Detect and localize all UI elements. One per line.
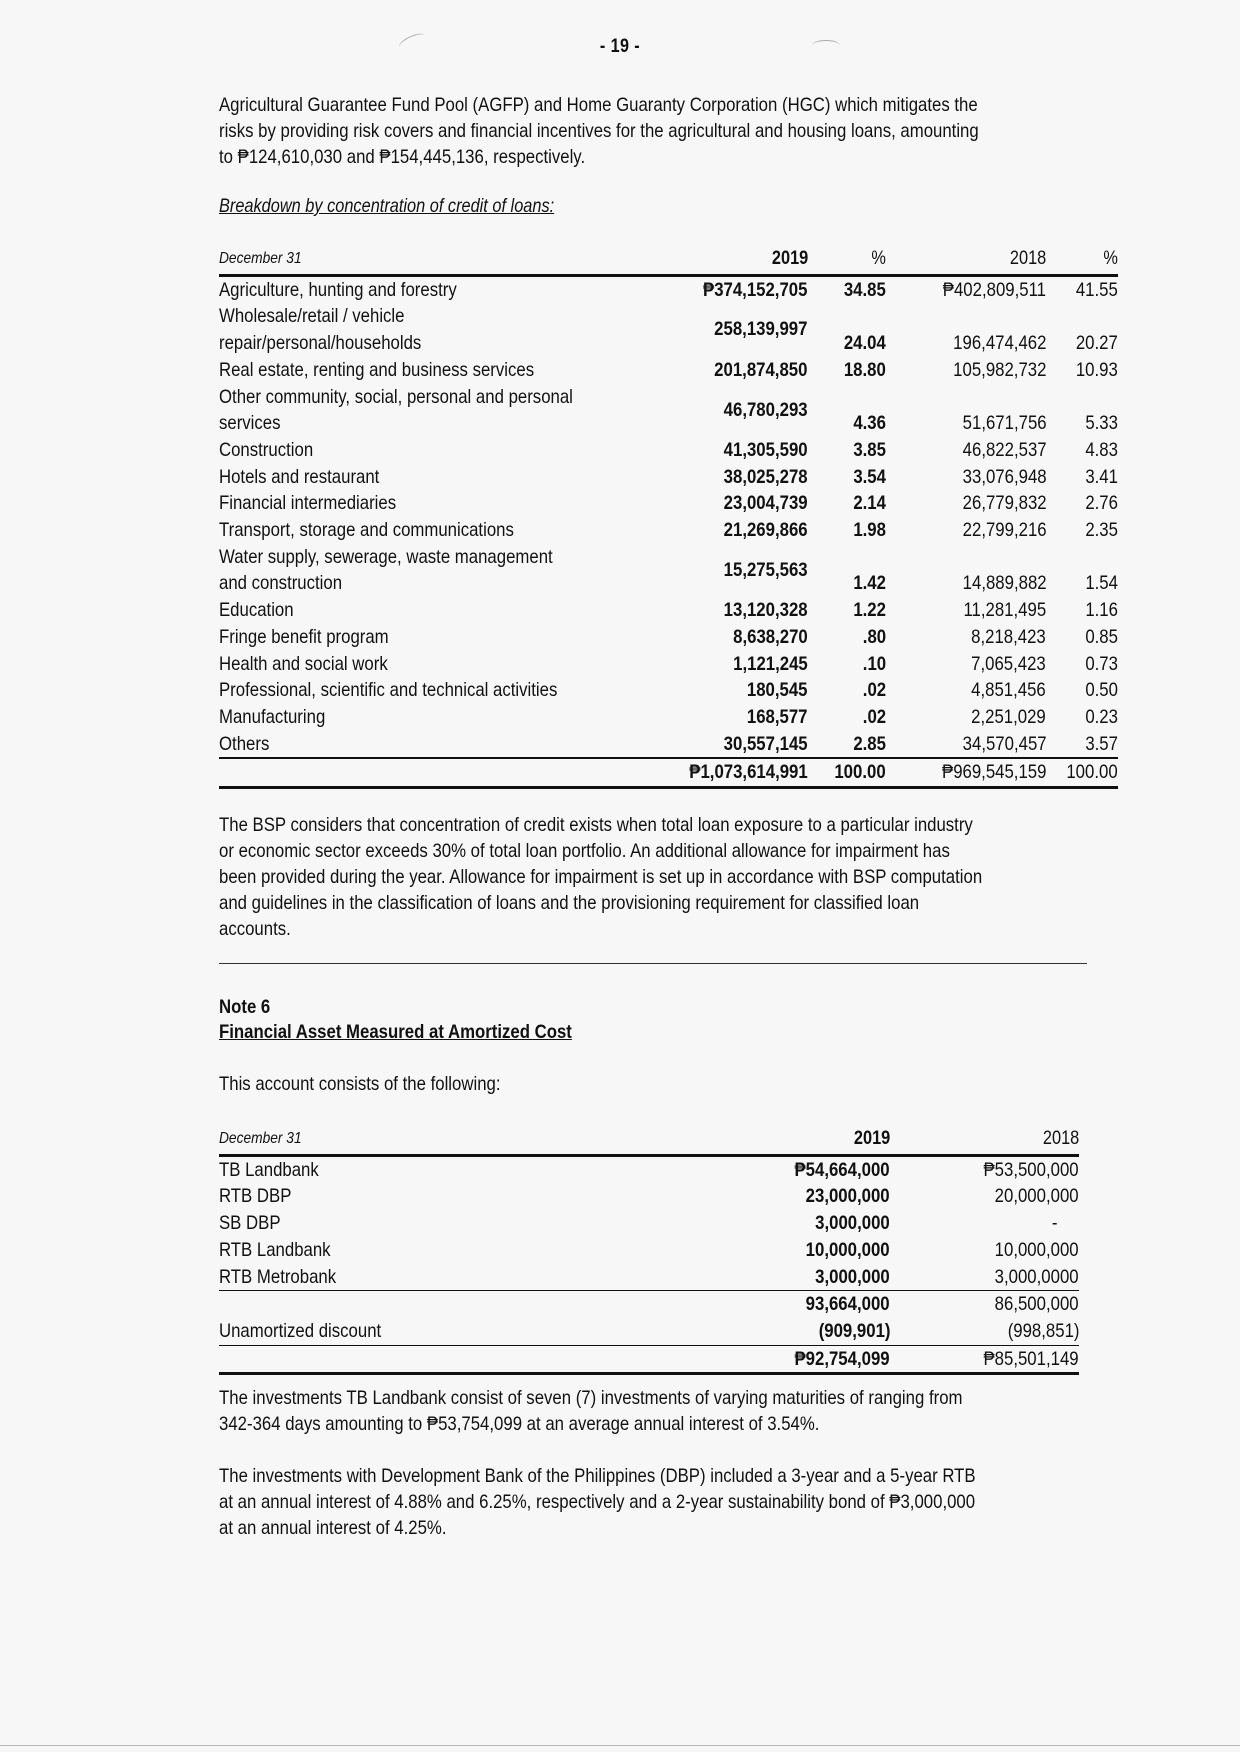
pct-2018: 41.55 bbox=[1076, 278, 1118, 301]
subtotal-2019: 93,664,000 bbox=[679, 1291, 890, 1318]
table-row bbox=[219, 303, 1118, 356]
bsp-paragraph: The BSP considers that concentration of credit exists when total loan exposure to a particular industry or economic sector exceeds 30% of total loan portfolio. An additional allowance for impairment has been provided during the year. Allowance for impairment is set up in accordance with BSP computation and guidelines in the classification of loans and the provisioning requirement for classified loan accounts. bbox=[219, 814, 983, 940]
pct-2019: .80 bbox=[862, 625, 886, 648]
loans-concentration-table bbox=[219, 246, 1118, 789]
pct-2019: .10 bbox=[862, 652, 886, 675]
pct-2019: 24.04 bbox=[843, 332, 886, 355]
amount-2018: ₱402,809,511 bbox=[942, 278, 1047, 301]
industry-label: Hotels and restaurant bbox=[219, 465, 380, 488]
header-2018: 2018 bbox=[896, 246, 1047, 275]
table-row bbox=[219, 517, 1118, 544]
amount-2019: ₱374,152,705 bbox=[703, 278, 808, 301]
pct-2018: 20.27 bbox=[1076, 332, 1118, 355]
table-row bbox=[219, 1155, 1079, 1183]
discount-2018: (998,851) bbox=[1007, 1319, 1079, 1342]
table-header-row bbox=[219, 1126, 1079, 1155]
amount-2018: 11,281,495 bbox=[963, 599, 1047, 622]
pct-2019: 18.80 bbox=[843, 358, 886, 381]
pct-2019: 1.98 bbox=[852, 519, 886, 542]
note-subtitle: Financial Asset Measured at Amortized Cost bbox=[219, 1021, 572, 1043]
pct-2019: 2.14 bbox=[852, 492, 886, 515]
grand-total-2018: ₱85,501,149 bbox=[890, 1345, 1079, 1374]
industry-label: Other community, social, personal and personal services bbox=[219, 385, 573, 435]
industry-label: Financial intermediaries bbox=[219, 492, 397, 515]
amount-2018: 34,570,457 bbox=[962, 732, 1047, 755]
subtotal-2018: 86,500,000 bbox=[890, 1291, 1079, 1318]
pct-2019: 3.85 bbox=[852, 438, 886, 461]
amount-2019: 46,780,293 bbox=[723, 398, 808, 421]
pct-2019: 1.42 bbox=[852, 572, 886, 595]
amortized-cost-table bbox=[219, 1126, 1079, 1375]
amount-2019: 201,874,850 bbox=[714, 358, 808, 381]
table-row bbox=[219, 384, 1118, 437]
table-row bbox=[219, 597, 1118, 624]
table-row bbox=[219, 1210, 1079, 1237]
account-label: SB DBP bbox=[219, 1212, 281, 1235]
pct-2019: .02 bbox=[862, 705, 886, 728]
industry-label: Others bbox=[219, 732, 270, 755]
subtotal-row bbox=[219, 1291, 1079, 1318]
industry-label: Manufacturing bbox=[219, 705, 326, 728]
header-2019: 2019 bbox=[631, 246, 808, 275]
pct-2018: 4.83 bbox=[1085, 438, 1118, 461]
header-2019: 2019 bbox=[679, 1126, 890, 1155]
header-pct-2019: % bbox=[808, 246, 896, 275]
industry-label: Construction bbox=[219, 438, 314, 461]
pct-2019: .02 bbox=[862, 679, 886, 702]
table-row bbox=[219, 651, 1118, 678]
note-intro: This account consists of the following: bbox=[219, 1073, 501, 1095]
amount-2019: 15,275,563 bbox=[723, 558, 808, 581]
amount-2018: 105,982,732 bbox=[952, 358, 1047, 381]
amount-2018: 10,000,000 bbox=[995, 1238, 1079, 1261]
amount-2019: ₱54,664,000 bbox=[794, 1158, 890, 1181]
amount-2018: ₱53,500,000 bbox=[983, 1158, 1079, 1181]
industry-label: Education bbox=[219, 599, 294, 622]
table-row bbox=[219, 1183, 1079, 1210]
amount-2019: 1,121,245 bbox=[733, 652, 808, 675]
table-row bbox=[219, 731, 1118, 759]
amount-2018: 196,474,462 bbox=[952, 332, 1047, 355]
loans-table-subtitle: Breakdown by concentration of credit of loans: bbox=[219, 196, 555, 217]
header-pct-2018: % bbox=[1046, 246, 1118, 275]
industry-label: Professional, scientific and technical activities bbox=[219, 679, 558, 702]
amount-2018: 33,076,948 bbox=[962, 465, 1047, 488]
total-pct-2019: 100.00 bbox=[808, 758, 896, 787]
discount-label: Unamortized discount bbox=[219, 1319, 382, 1342]
amount-2018: 20,000,000 bbox=[995, 1185, 1079, 1208]
amount-2019: 3,000,000 bbox=[815, 1212, 890, 1235]
amount-2018: 2,251,029 bbox=[971, 705, 1047, 728]
account-label: RTB Metrobank bbox=[219, 1265, 337, 1288]
pct-2019: 3.54 bbox=[852, 465, 886, 488]
amount-2018: 51,671,756 bbox=[962, 412, 1047, 435]
pct-2019: 1.22 bbox=[852, 599, 886, 622]
pct-2018: 0.73 bbox=[1085, 652, 1118, 675]
amount-2019: 10,000,000 bbox=[806, 1238, 890, 1261]
amount-2019: 8,638,270 bbox=[733, 625, 808, 648]
header-2018: 2018 bbox=[890, 1126, 1079, 1155]
pct-2018: 2.76 bbox=[1085, 492, 1118, 515]
amount-2019: 13,120,328 bbox=[723, 599, 808, 622]
table-header-row bbox=[219, 246, 1118, 275]
intro-paragraph: Agricultural Guarantee Fund Pool (AGFP) and Home Guaranty Corporation (HGC) which mitigates the risks by providing risk covers and financial incentives for the agricultural and housing loans, amounting to ₱124,610,030 and ₱154,445,136, respectively. bbox=[219, 94, 979, 168]
table-row bbox=[219, 624, 1118, 651]
pct-2019: 2.85 bbox=[852, 732, 886, 755]
pct-2018: 1.16 bbox=[1085, 599, 1118, 622]
note-title: Note 6 bbox=[219, 996, 271, 1018]
amount-2018: 3,000,0000 bbox=[995, 1265, 1079, 1288]
industry-label: Fringe benefit program bbox=[219, 625, 389, 648]
table-row bbox=[219, 464, 1118, 491]
table-row bbox=[219, 357, 1118, 384]
amount-2019: 23,004,739 bbox=[723, 492, 808, 515]
industry-label: Real estate, renting and business services bbox=[219, 358, 535, 381]
total-2019: ₱1,073,614,991 bbox=[631, 758, 808, 787]
grand-total-row bbox=[219, 1345, 1079, 1374]
amount-2018: 4,851,456 bbox=[971, 679, 1047, 702]
section-divider bbox=[219, 963, 1087, 964]
total-pct-2018: 100.00 bbox=[1046, 758, 1118, 787]
pct-2019: 4.36 bbox=[852, 412, 886, 435]
amount-2019: 30,557,145 bbox=[723, 732, 808, 755]
table-row bbox=[219, 1237, 1079, 1264]
amount-2019: 23,000,000 bbox=[806, 1185, 890, 1208]
table-row bbox=[219, 437, 1118, 464]
dbp-paragraph: The investments with Development Bank of the Philippines (DBP) included a 3-year and a 5-year RTB at an annual interest of 4.88% and 6.25%, respectively and a 2-year sustainability bond of ₱3,000,000 at an annual interest of 4.25%. bbox=[219, 1465, 976, 1539]
discount-row bbox=[219, 1318, 1079, 1345]
page-number: - 19 - bbox=[599, 36, 641, 57]
pct-2018: 0.23 bbox=[1085, 705, 1118, 728]
pct-2018: 5.33 bbox=[1085, 412, 1118, 435]
header-december-31: December 31 bbox=[219, 246, 631, 275]
amount-2019: 38,025,278 bbox=[723, 465, 808, 488]
total-2018: ₱969,545,159 bbox=[896, 758, 1047, 787]
industry-label: Wholesale/retail / vehicle repair/personal/households bbox=[219, 305, 422, 355]
grand-total-2019: ₱92,754,099 bbox=[679, 1345, 890, 1374]
pct-2018: 0.85 bbox=[1085, 625, 1118, 648]
amount-2018: 7,065,423 bbox=[971, 652, 1047, 675]
amount-2018: 14,889,882 bbox=[962, 572, 1047, 595]
industry-label: Water supply, sewerage, waste management and construction bbox=[219, 545, 553, 595]
loans-total-row bbox=[219, 758, 1118, 787]
pct-2018: 2.35 bbox=[1085, 519, 1118, 542]
table-row bbox=[219, 704, 1118, 731]
table-row bbox=[219, 544, 1118, 597]
pct-2018: 0.50 bbox=[1085, 679, 1118, 702]
tb-landbank-paragraph: The investments TB Landbank consist of seven (7) investments of varying maturities of ranging from 342-364 days amounting to ₱53,754,099 at an average annual interest of 3.54%. bbox=[219, 1387, 963, 1435]
industry-label: Transport, storage and communications bbox=[219, 519, 514, 542]
pct-2018: 3.57 bbox=[1085, 732, 1118, 755]
amount-2018: 8,218,423 bbox=[971, 625, 1047, 648]
scan-edge-line bbox=[0, 1745, 1240, 1746]
amount-2019: 41,305,590 bbox=[723, 438, 808, 461]
industry-label: Agriculture, hunting and forestry bbox=[219, 278, 457, 301]
amount-2018: - bbox=[1051, 1212, 1057, 1235]
amount-2019: 3,000,000 bbox=[815, 1265, 890, 1288]
amount-2019: 21,269,866 bbox=[723, 519, 808, 542]
table-row bbox=[219, 490, 1118, 517]
amount-2019: 258,139,997 bbox=[714, 318, 808, 341]
account-label: RTB DBP bbox=[219, 1185, 292, 1208]
table-row bbox=[219, 677, 1118, 704]
discount-2019: (909,901) bbox=[818, 1319, 890, 1342]
amount-2019: 168,577 bbox=[747, 705, 808, 728]
industry-label: Health and social work bbox=[219, 652, 388, 675]
table-row bbox=[219, 1264, 1079, 1291]
pct-2019: 34.85 bbox=[843, 278, 886, 301]
amount-2018: 26,779,832 bbox=[962, 492, 1047, 515]
pct-2018: 1.54 bbox=[1085, 572, 1118, 595]
account-label: TB Landbank bbox=[219, 1158, 319, 1181]
account-label: RTB Landbank bbox=[219, 1238, 331, 1261]
header-december-31: December 31 bbox=[219, 1126, 679, 1155]
amount-2018: 22,799,216 bbox=[962, 519, 1047, 542]
amount-2019: 180,545 bbox=[747, 679, 808, 702]
table-row bbox=[219, 275, 1118, 303]
pct-2018: 3.41 bbox=[1085, 465, 1118, 488]
amount-2018: 46,822,537 bbox=[962, 438, 1047, 461]
pct-2018: 10.93 bbox=[1076, 358, 1118, 381]
